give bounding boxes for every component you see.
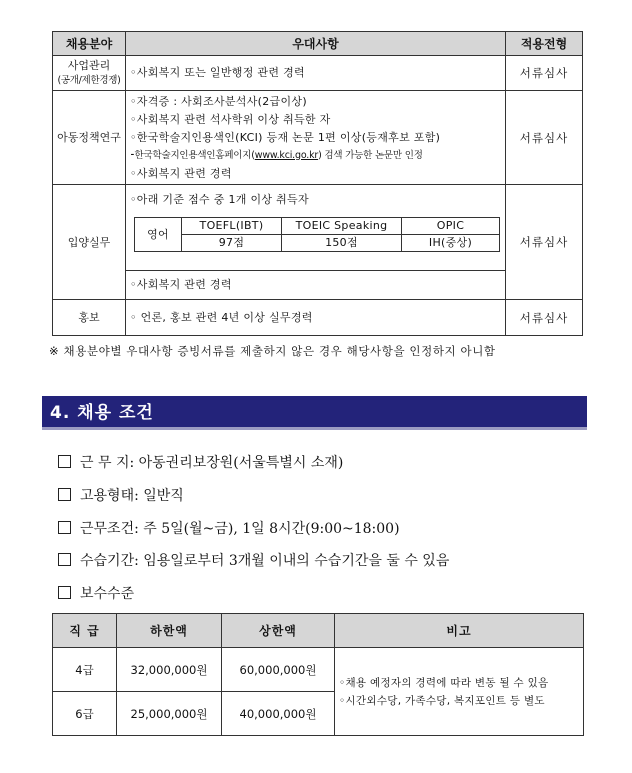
header-remarks: 비고 <box>335 614 584 648</box>
preference-item: ◦자격증 : 사회조사분석사(2급이상) <box>130 94 307 108</box>
min-salary-cell: 32,000,000원 <box>117 648 222 692</box>
table-row <box>53 271 583 300</box>
min-salary-cell: 25,000,000원 <box>117 692 222 736</box>
field-cell <box>53 56 126 91</box>
checkbox-icon <box>58 586 71 599</box>
field-name: 아동정책연구 <box>57 131 121 144</box>
table-row <box>53 56 583 91</box>
preference-table-header <box>53 32 583 56</box>
checkbox-icon <box>58 553 71 566</box>
salary-table-header <box>53 614 584 648</box>
header-min: 하한액 <box>117 614 222 648</box>
preference-item: ◦사회복지 관련 경력 <box>130 278 232 291</box>
table-row <box>53 185 583 271</box>
table-row <box>53 91 583 185</box>
preference-cell <box>126 300 506 336</box>
evidence-note: ※ 채용분야별 우대사항 증빙서류를 제출하지 않은 경우 해당사항을 인정하지 아니함 <box>49 344 496 358</box>
preference-cell <box>126 271 506 300</box>
condition-text: 고용형태: 일반직 <box>80 488 184 504</box>
score-value: 150점 <box>282 235 402 252</box>
preference-item: ◦사회복지 관련 석사학위 이상 취득한 자 <box>130 112 331 126</box>
kci-link[interactable]: www.kci.go.kr <box>254 149 319 161</box>
preference-cell <box>126 56 506 91</box>
field-name: 입양실무 <box>67 235 111 249</box>
preference-item: ◦한국학술지인용색인(KCI) 등재 논문 1편 이상(등재후보 포함) <box>130 130 441 144</box>
checkbox-icon <box>58 455 71 468</box>
condition-text: 보수수준 <box>80 586 135 602</box>
stage-cell: 서류심사 <box>506 56 583 91</box>
kci-note-suffix: ) 검색 가능한 논문만 인정 <box>318 149 423 161</box>
preference-cell <box>126 91 506 185</box>
preference-cell <box>126 185 506 271</box>
stage-cell: 서류심사 <box>506 91 583 185</box>
score-value: IH(중상) <box>402 235 500 252</box>
table-row <box>53 648 584 692</box>
score-header: TOEIC Speaking <box>282 218 402 235</box>
preference-item: ◦ 언론, 홍보 관련 4년 이상 실무경력 <box>130 310 313 324</box>
kci-note-prefix: ⁃한국학술지인용색인홈페이지( <box>130 149 255 161</box>
remarks-cell <box>335 648 584 736</box>
condition-item <box>58 583 134 603</box>
header-preference: 우대사항 <box>126 32 506 56</box>
section-title: 4. 채용 조건 <box>42 396 587 430</box>
salary-table <box>52 613 584 736</box>
header-field: 채용분야 <box>53 32 126 56</box>
max-salary-cell: 40,000,000원 <box>222 692 335 736</box>
condition-item <box>58 452 343 472</box>
score-header: OPIC <box>402 218 500 235</box>
checkbox-icon <box>58 521 71 534</box>
stage-cell: 서류심사 <box>506 300 583 336</box>
condition-item <box>58 518 400 538</box>
field-name: 홍보 <box>78 311 100 324</box>
table-row <box>53 300 583 336</box>
english-score-table <box>134 217 500 252</box>
condition-text: 수습기간: 임용일로부터 3개월 이내의 수습기간을 둘 수 있음 <box>80 553 450 569</box>
header-max: 상한액 <box>222 614 335 648</box>
preference-item: ◦사회복지 또는 일반행정 관련 경력 <box>130 66 305 79</box>
score-header: TOEFL(IBT) <box>182 218 282 235</box>
preference-table <box>52 31 583 336</box>
kci-note <box>130 147 505 165</box>
field-cell <box>53 300 126 336</box>
condition-item <box>58 485 184 505</box>
remark-item: ◦채용 예정자의 경력에 따라 변동 될 수 있음 <box>339 676 549 689</box>
max-salary-cell: 60,000,000원 <box>222 648 335 692</box>
preference-item: ◦사회복지 관련 경력 <box>130 166 232 180</box>
condition-item <box>58 550 449 570</box>
score-value: 97점 <box>182 235 282 252</box>
preference-item: ◦아래 기준 점수 중 1개 이상 취득자 <box>130 193 309 206</box>
score-row-label: 영어 <box>135 218 182 252</box>
header-stage: 적용전형 <box>506 32 583 56</box>
grade-cell: 6급 <box>53 692 117 736</box>
grade-cell: 4급 <box>53 648 117 692</box>
field-subtype: (공개/제한경쟁) <box>57 75 121 86</box>
header-grade: 직 급 <box>53 614 117 648</box>
checkbox-icon <box>58 488 71 501</box>
field-name: 사업관리 <box>67 59 111 72</box>
field-cell <box>53 91 126 185</box>
field-cell <box>53 185 126 300</box>
stage-cell: 서류심사 <box>506 185 583 300</box>
condition-text: 근무조건: 주 5일(월~금), 1일 8시간(9:00~18:00) <box>80 521 400 537</box>
remark-item: ◦시간외수당, 가족수당, 복지포인트 등 별도 <box>339 694 545 707</box>
condition-text: 근 무 지: 아동권리보장원(서울특별시 소재) <box>80 455 344 471</box>
